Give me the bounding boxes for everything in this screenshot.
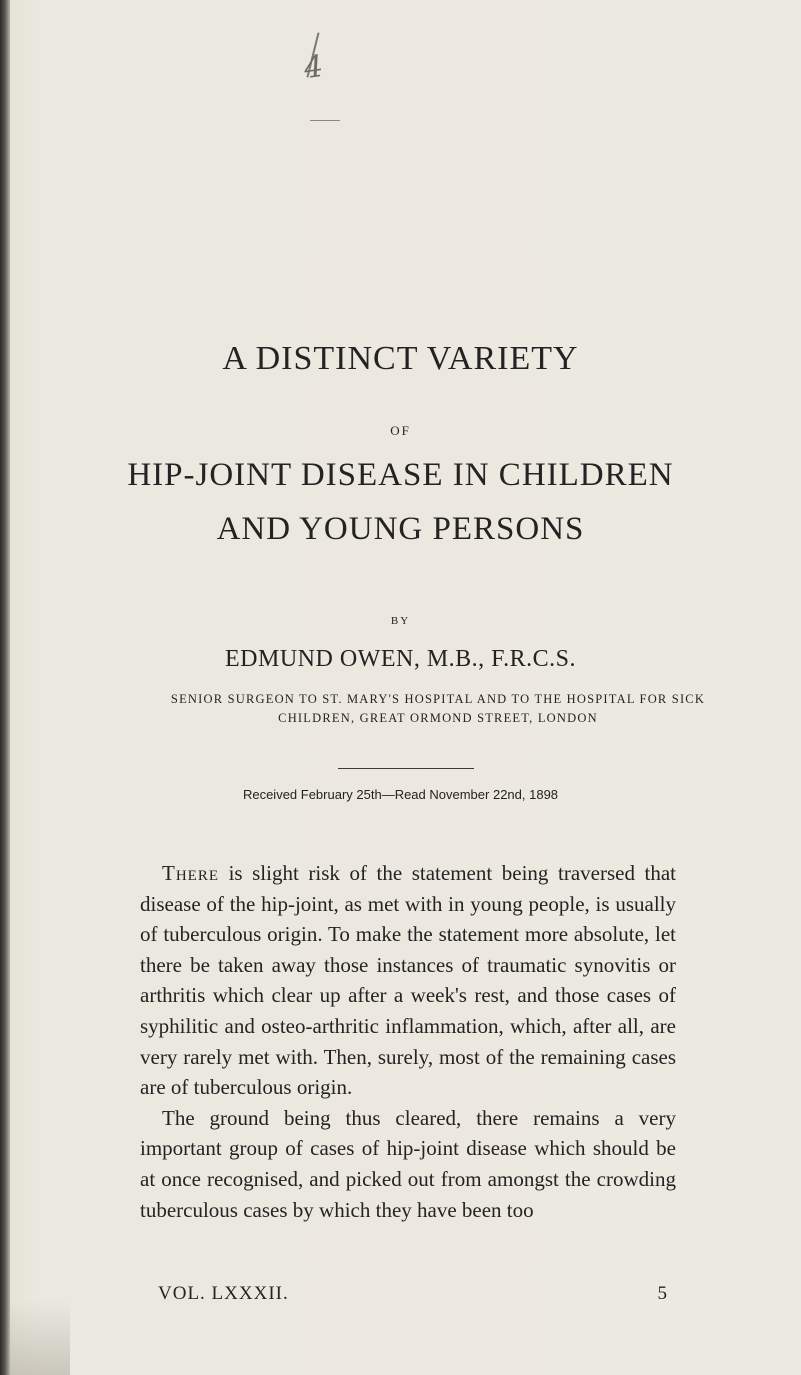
paragraph-1-text: is slight risk of the statement being traversed that disease of the hip-joint, as met with in young people, is usually of tuberculous origin. To make the statement more absolute, let there be taken away those instances of traumatic synovitis or arthritis which clear up after a week's rest, and those cases of syphilitic and osteo-arthritic inflammation, which, after all, are very rarely met with. Then, surely, most of the remaining cases are of tuberculous origin. (140, 861, 676, 1100)
title-line-2: HIP-JOINT DISEASE IN CHILDREN (127, 457, 674, 493)
volume-label: VOL. LXXXII. (158, 1283, 289, 1304)
divider-rule (338, 768, 474, 769)
title-by: BY (390, 615, 411, 627)
body-text (140, 858, 676, 1225)
received-date: Received February 25th—Read November 22nd, 1898 (242, 787, 559, 802)
paragraph-2: The ground being thus cleared, there remains a very important group of cases of hip-joint disease which should be at once recognised, and picked out from amongst the crowding tuberculous cases by which they have been too (140, 1105, 676, 1222)
title-line-3: AND YOUNG PERSONS (216, 511, 585, 547)
title-of: OF (390, 423, 411, 438)
author-name: EDMUND OWEN, M.B., F.R.C.S. (225, 646, 576, 672)
book-spine (0, 0, 10, 1375)
paragraph-1 (140, 858, 676, 1103)
author-affiliation: SENIOR SURGEON TO ST. MARY'S HOSPITAL AND TO THE HOSPITAL FOR SICK CHILDREN, GREAT ORMOND STREET, LONDON (170, 692, 706, 725)
signature-mark: 5 (657, 1283, 668, 1304)
title-line-1: A DISTINCT VARIETY (222, 340, 579, 377)
paragraph-lead-word: There (162, 861, 219, 885)
pencil-number: 4 (301, 48, 326, 87)
pencil-underline (310, 120, 340, 121)
page-edge-shadow (10, 1300, 70, 1375)
pencil-annotation (298, 28, 338, 100)
